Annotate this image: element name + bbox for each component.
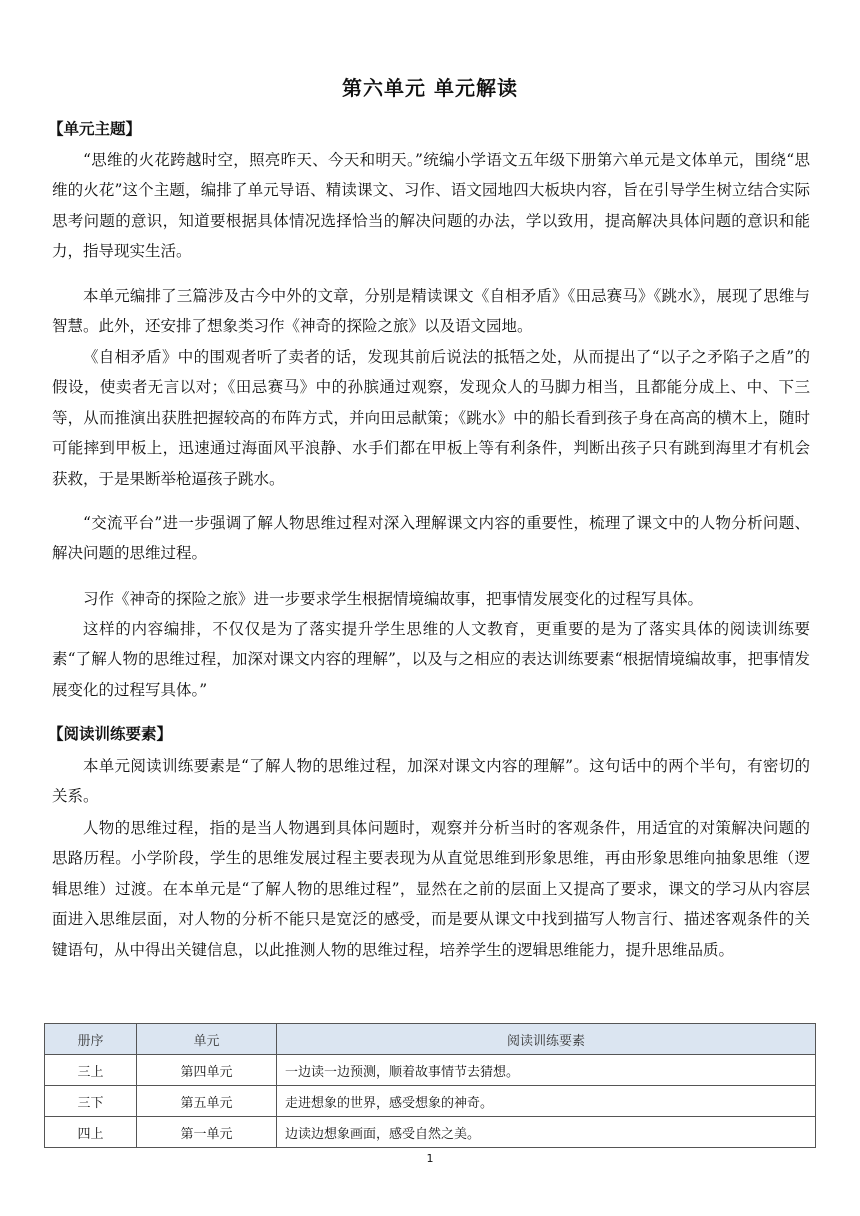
table-cell: 四上 — [45, 1117, 137, 1148]
paragraph: “交流平台”进一步强调了解人物思维过程对深入理解课文内容的重要性，梳理了课文中的人物分析问题、解决问题的思维过程。 — [52, 514, 810, 563]
table-row — [45, 1086, 816, 1117]
paragraph: 习作《神奇的探险之旅》进一步要求学生根据情境编故事，把事情发展变化的过程写具体。 — [83, 590, 704, 608]
table-cell: 第五单元 — [137, 1086, 277, 1117]
paragraph: 本单元编排了三篇涉及古今中外的文章，分别是精读课文《自相矛盾》《田忌赛马》《跳水》，展现了思维与智慧。此外，还安排了想象类习作《神奇的探险之旅》以及语文园地。 — [52, 287, 810, 336]
column-header: 单元 — [137, 1024, 277, 1055]
table-cell: 三下 — [45, 1086, 137, 1117]
table-row — [45, 1117, 816, 1148]
reading-elements-table — [44, 1023, 816, 1148]
page-number: 1 — [426, 1152, 434, 1165]
column-header: 册序 — [45, 1024, 137, 1055]
table-row — [45, 1055, 816, 1086]
paragraph: 这样的内容编排，不仅仅是为了落实提升学生思维的人文教育，更重要的是为了落实具体的阅读训练要素“了解人物的思维过程，加深对课文内容的理解”，以及与之相应的表达训练要素“根据情境编故事，把事情发展变化的过程写具体。” — [52, 620, 810, 699]
table-cell: 三上 — [45, 1055, 137, 1086]
table-header-row — [45, 1024, 816, 1055]
paragraph: 本单元阅读训练要素是“了解人物的思维过程，加深对课文内容的理解”。这句话中的两个半句，有密切的关系。 — [52, 757, 810, 806]
paragraph: 《自相矛盾》中的围观者听了卖者的话，发现其前后说法的抵牾之处，从而提出了“以子之矛陷子之盾”的假设，使卖者无言以对；《田忌赛马》中的孙膑通过观察，发现众人的马脚力相当，且都能分成上、中、下三等，从而推演出获胜把握较高的布阵方式，并向田忌献策；《跳水》中的船长看到孩子身在高高的横木上，随时可能摔到甲板上，迅速通过海面风平浪静、水手们都在甲板上等有利条件，判断出孩子只有跳到海里才有机会获救，于是果断举枪逼孩子跳水。 — [52, 348, 810, 488]
paragraph: 人物的思维过程，指的是当人物遇到具体问题时，观察并分析当时的客观条件，用适宜的对策解决问题的思路历程。小学阶段，学生的思维发展过程主要表现为从直觉思维到形象思维，再由形象思维向抽象思维（逻辑思维）过渡。在本单元是“了解人物的思维过程”，显然在之前的层面上又提高了要求，课文的学习从内容层面进入思维层面，对人物的分析不能只是宽泛的感受，而是要从课文中找到描写人物言行、描述客观条件的关键语句，从中得出关键信息，以此推测人物的思维过程，培养学生的逻辑思维能力，提升思维品质。 — [52, 819, 810, 959]
column-header: 阅读训练要素 — [277, 1024, 816, 1055]
section-heading-reading-elements: 【阅读训练要素】 — [48, 725, 173, 743]
section-heading-unit-theme: 【单元主题】 — [48, 120, 142, 138]
table-cell: 边读边想象画面，感受自然之美。 — [277, 1117, 816, 1148]
table-cell: 第四单元 — [137, 1055, 277, 1086]
table-cell: 第一单元 — [137, 1117, 277, 1148]
page-title: 第六单元 单元解读 — [342, 76, 518, 100]
paragraph: “思维的火花跨越时空，照亮昨天、今天和明天。”统编小学语文五年级下册第六单元是文体单元，围绕“思维的火花”这个主题，编排了单元导语、精读课文、习作、语文园地四大板块内容，旨在引导学生树立结合实际思考问题的意识，知道要根据具体情况选择恰当的解决问题的办法，学以致用，提高解决具体问题的意识和能力，指导现实生活。 — [52, 151, 810, 261]
table-cell: 走进想象的世界，感受想象的神奇。 — [277, 1086, 816, 1117]
table-cell: 一边读一边预测，顺着故事情节去猜想。 — [277, 1055, 816, 1086]
